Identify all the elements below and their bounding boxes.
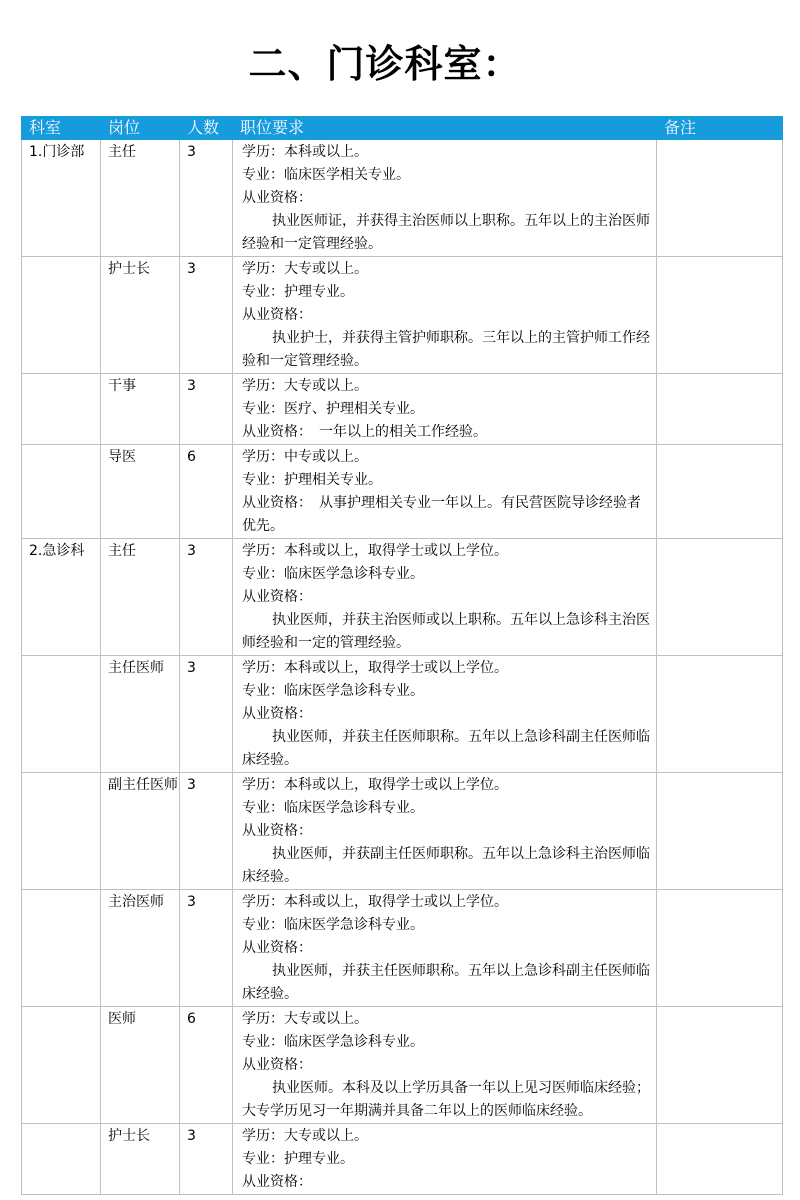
note-cell bbox=[657, 539, 783, 656]
requirements-cell bbox=[233, 539, 657, 656]
requirements-cell bbox=[233, 257, 657, 374]
table-row bbox=[22, 890, 783, 1007]
position-cell: 医师 bbox=[101, 1007, 180, 1124]
education-text: 学历：本科或以上，取得学士或以上学位。 bbox=[242, 777, 508, 793]
qualification-label: 从业资格： bbox=[242, 823, 312, 839]
education-text: 学历：大专或以上。 bbox=[242, 261, 368, 277]
qualification-label: 从业资格： bbox=[242, 307, 312, 323]
education-text: 学历：大专或以上。 bbox=[242, 1128, 368, 1144]
qualification-label: 从业资格： bbox=[242, 1057, 312, 1073]
requirements-cell bbox=[233, 656, 657, 773]
qualification-label: 从业资格： 从事护理相关专业一年以上。有民营医院导诊经验者优先。 bbox=[242, 495, 641, 534]
education-text: 学历：大专或以上。 bbox=[242, 1011, 368, 1027]
major-text: 专业：医疗、护理相关专业。 bbox=[242, 401, 424, 417]
count-cell: 6 bbox=[180, 445, 233, 539]
count-cell: 6 bbox=[180, 1007, 233, 1124]
qualification-detail: 执业医师，并获主治医师或以上职称。五年以上急诊科主治医师经验和一定的管理经验。 bbox=[242, 612, 650, 651]
requirements-cell bbox=[233, 1007, 657, 1124]
dept-cell bbox=[22, 374, 101, 445]
requirements-cell bbox=[233, 140, 657, 257]
position-cell: 主任医师 bbox=[101, 656, 180, 773]
qualification-label: 从业资格： 一年以上的相关工作经验。 bbox=[242, 424, 487, 440]
qualification-detail: 执业医师，并获副主任医师职称。五年以上急诊科主治医师临床经验。 bbox=[242, 846, 650, 885]
note-cell bbox=[657, 890, 783, 1007]
job-requirements-table bbox=[21, 116, 783, 1195]
table-row bbox=[22, 374, 783, 445]
major-text: 专业：护理专业。 bbox=[242, 284, 354, 300]
count-cell: 3 bbox=[180, 890, 233, 1007]
requirements-cell bbox=[233, 773, 657, 890]
dept-cell bbox=[22, 257, 101, 374]
count-cell: 3 bbox=[180, 773, 233, 890]
qualification-label: 从业资格： bbox=[242, 940, 312, 956]
table-header-row bbox=[22, 117, 783, 140]
note-cell bbox=[657, 1124, 783, 1195]
education-text: 学历：大专或以上。 bbox=[242, 378, 368, 394]
count-cell: 3 bbox=[180, 656, 233, 773]
table-row bbox=[22, 773, 783, 890]
qualification-detail: 执业医师，并获主任医师职称。五年以上急诊科副主任医师临床经验。 bbox=[242, 729, 650, 768]
header-notes: 备注 bbox=[657, 117, 783, 140]
major-text: 专业：临床医学急诊科专业。 bbox=[242, 917, 424, 933]
table-row bbox=[22, 140, 783, 257]
requirements-cell bbox=[233, 1124, 657, 1195]
requirements-cell bbox=[233, 374, 657, 445]
header-dept: 科室 bbox=[22, 117, 101, 140]
education-text: 学历：本科或以上，取得学士或以上学位。 bbox=[242, 894, 508, 910]
position-cell: 副主任医师 bbox=[101, 773, 180, 890]
header-position: 岗位 bbox=[101, 117, 180, 140]
position-cell: 导医 bbox=[101, 445, 180, 539]
qualification-label: 从业资格： bbox=[242, 706, 312, 722]
note-cell bbox=[657, 656, 783, 773]
education-text: 学历：本科或以上，取得学士或以上学位。 bbox=[242, 543, 508, 559]
position-cell: 主任 bbox=[101, 140, 180, 257]
position-cell: 主治医师 bbox=[101, 890, 180, 1007]
major-text: 专业：临床医学急诊科专业。 bbox=[242, 566, 424, 582]
qualification-label: 从业资格： bbox=[242, 1174, 312, 1190]
dept-cell: 1.门诊部 bbox=[22, 140, 101, 257]
table-body bbox=[22, 140, 783, 1195]
table-row bbox=[22, 1007, 783, 1124]
note-cell bbox=[657, 773, 783, 890]
qualification-detail: 执业护士，并获得主管护师职称。三年以上的主管护师工作经验和一定管理经验。 bbox=[242, 330, 650, 369]
count-cell: 3 bbox=[180, 539, 233, 656]
major-text: 专业：护理专业。 bbox=[242, 1151, 354, 1167]
count-cell: 3 bbox=[180, 140, 233, 257]
note-cell bbox=[657, 1007, 783, 1124]
dept-cell bbox=[22, 1007, 101, 1124]
table-row bbox=[22, 257, 783, 374]
note-cell bbox=[657, 374, 783, 445]
count-cell: 3 bbox=[180, 257, 233, 374]
education-text: 学历：中专或以上。 bbox=[242, 449, 368, 465]
dept-cell bbox=[22, 1124, 101, 1195]
note-cell bbox=[657, 257, 783, 374]
position-cell: 护士长 bbox=[101, 1124, 180, 1195]
dept-cell bbox=[22, 890, 101, 1007]
table-row bbox=[22, 1124, 783, 1195]
qualification-detail: 执业医师。本科及以上学历具备一年以上见习医师临床经验；大专学历见习一年期满并具备二年以上的医师临床经验。 bbox=[242, 1080, 650, 1119]
position-cell: 主任 bbox=[101, 539, 180, 656]
major-text: 专业：临床医学急诊科专业。 bbox=[242, 683, 424, 699]
position-cell: 护士长 bbox=[101, 257, 180, 374]
major-text: 专业：临床医学相关专业。 bbox=[242, 167, 410, 183]
major-text: 专业：临床医学急诊科专业。 bbox=[242, 800, 424, 816]
dept-cell bbox=[22, 656, 101, 773]
major-text: 专业：护理相关专业。 bbox=[242, 472, 382, 488]
table-row bbox=[22, 539, 783, 656]
requirements-cell bbox=[233, 890, 657, 1007]
page-title: 二、门诊科室： bbox=[248, 42, 522, 86]
count-cell: 3 bbox=[180, 374, 233, 445]
requirements-cell bbox=[233, 445, 657, 539]
major-text: 专业：临床医学急诊科专业。 bbox=[242, 1034, 424, 1050]
position-cell: 干事 bbox=[101, 374, 180, 445]
table-row bbox=[22, 445, 783, 539]
header-requirements: 职位要求 bbox=[233, 117, 657, 140]
qualification-detail: 执业医师，并获主任医师职称。五年以上急诊科副主任医师临床经验。 bbox=[242, 963, 650, 1002]
qualification-label: 从业资格： bbox=[242, 589, 312, 605]
dept-cell bbox=[22, 773, 101, 890]
dept-cell: 2.急诊科 bbox=[22, 539, 101, 656]
education-text: 学历：本科或以上，取得学士或以上学位。 bbox=[242, 660, 508, 676]
qualification-detail: 执业医师证，并获得主治医师以上职称。五年以上的主治医师经验和一定管理经验。 bbox=[242, 213, 650, 252]
note-cell bbox=[657, 445, 783, 539]
qualification-label: 从业资格： bbox=[242, 190, 312, 206]
education-text: 学历：本科或以上。 bbox=[242, 144, 368, 160]
header-count: 人数 bbox=[180, 117, 233, 140]
dept-cell bbox=[22, 445, 101, 539]
table-row bbox=[22, 656, 783, 773]
count-cell: 3 bbox=[180, 1124, 233, 1195]
note-cell bbox=[657, 140, 783, 257]
